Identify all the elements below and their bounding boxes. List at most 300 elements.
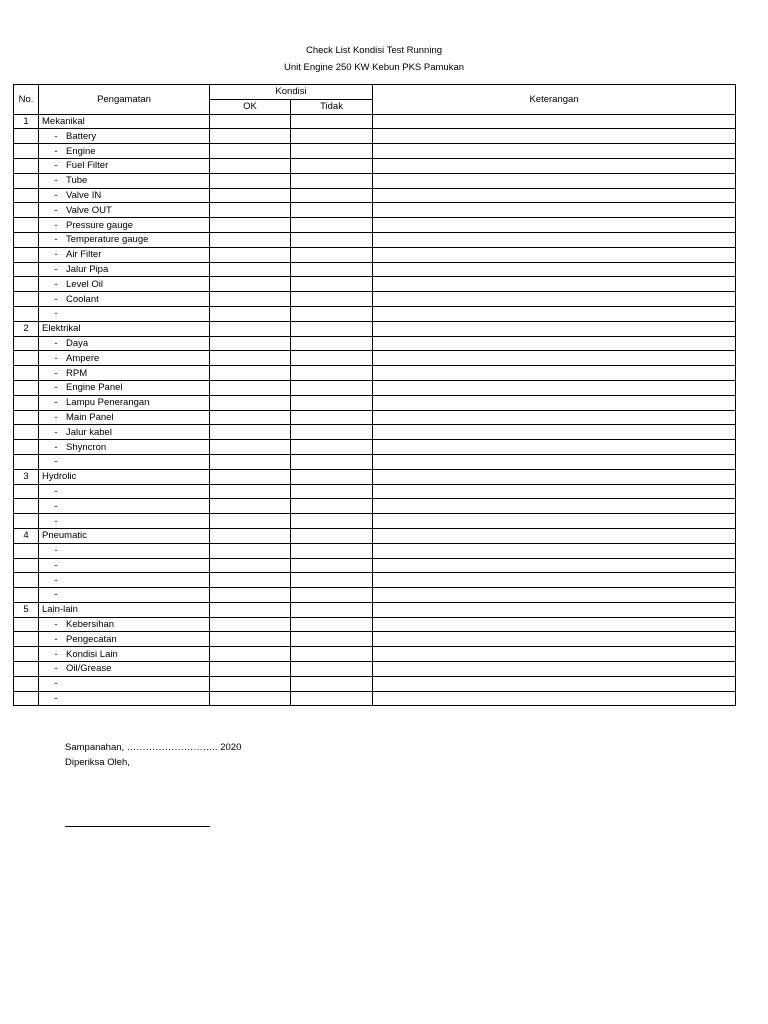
- keterangan-cell[interactable]: [373, 632, 736, 647]
- item-dash: -: [54, 352, 58, 364]
- item-label: Tube: [66, 175, 88, 187]
- observation-cell: [39, 573, 210, 588]
- ok-cell[interactable]: [210, 617, 291, 632]
- table-row: [14, 691, 736, 706]
- tidak-cell[interactable]: [291, 173, 373, 188]
- tidak-cell[interactable]: [291, 262, 373, 277]
- item-dash: -: [54, 441, 58, 453]
- observation-cell: [39, 691, 210, 706]
- table-row: [14, 203, 736, 218]
- tidak-cell[interactable]: [291, 484, 373, 499]
- ok-cell[interactable]: [210, 366, 291, 381]
- keterangan-cell[interactable]: [373, 218, 736, 233]
- table-row: [14, 499, 736, 514]
- section-row: [14, 469, 736, 484]
- observation-cell: [39, 602, 210, 617]
- item-label: Coolant: [66, 293, 99, 305]
- item-dash: -: [54, 589, 58, 601]
- section-label: Pneumatic: [42, 530, 87, 542]
- keterangan-cell[interactable]: [373, 676, 736, 691]
- tidak-cell[interactable]: [291, 129, 373, 144]
- row-number: [14, 632, 39, 647]
- table-row: [14, 277, 736, 292]
- tidak-cell[interactable]: [291, 617, 373, 632]
- ok-cell[interactable]: [210, 647, 291, 662]
- item-dash: -: [54, 130, 58, 142]
- ok-cell[interactable]: [210, 469, 291, 484]
- observation-cell: [39, 218, 210, 233]
- item-dash: -: [54, 426, 58, 438]
- row-number: [14, 484, 39, 499]
- observation-cell: [39, 617, 210, 632]
- row-number: 4: [14, 528, 39, 543]
- item-label: Oil/Grease: [66, 663, 112, 675]
- ok-cell[interactable]: [210, 247, 291, 262]
- signature-line: [65, 826, 210, 827]
- item-dash: -: [54, 204, 58, 216]
- ok-cell[interactable]: [210, 499, 291, 514]
- table-row: [14, 440, 736, 455]
- row-number: [14, 395, 39, 410]
- keterangan-cell[interactable]: [373, 647, 736, 662]
- observation-cell: [39, 144, 210, 159]
- keterangan-cell[interactable]: [373, 262, 736, 277]
- tidak-cell[interactable]: [291, 292, 373, 307]
- row-number: [14, 425, 39, 440]
- observation-cell: [39, 158, 210, 173]
- ok-cell[interactable]: [210, 691, 291, 706]
- ok-cell[interactable]: [210, 676, 291, 691]
- row-number: [14, 662, 39, 677]
- keterangan-cell[interactable]: [373, 203, 736, 218]
- table-row: [14, 632, 736, 647]
- signature-checked-by: Diperiksa Oleh,: [65, 757, 130, 768]
- signature-place-date: Sampanahan, ……………………….. 2020: [65, 742, 242, 753]
- tidak-cell[interactable]: [291, 203, 373, 218]
- observation-cell: [39, 662, 210, 677]
- observation-cell: [39, 632, 210, 647]
- item-dash: -: [54, 500, 58, 512]
- table-row: [14, 336, 736, 351]
- ok-cell[interactable]: [210, 188, 291, 203]
- ok-cell[interactable]: [210, 528, 291, 543]
- item-dash: -: [54, 249, 58, 261]
- observation-cell: [39, 469, 210, 484]
- table-row: [14, 129, 736, 144]
- item-dash: -: [54, 633, 58, 645]
- ok-cell[interactable]: [210, 173, 291, 188]
- tidak-cell[interactable]: [291, 380, 373, 395]
- table-row: [14, 188, 736, 203]
- keterangan-cell[interactable]: [373, 528, 736, 543]
- tidak-cell[interactable]: [291, 691, 373, 706]
- tidak-cell[interactable]: [291, 232, 373, 247]
- ok-cell[interactable]: [210, 454, 291, 469]
- item-label: Ampere: [66, 352, 100, 364]
- item-label: Engine: [66, 145, 96, 157]
- table-row: [14, 588, 736, 603]
- row-number: [14, 158, 39, 173]
- row-number: [14, 203, 39, 218]
- row-number: [14, 218, 39, 233]
- header-keterangan: Keterangan: [373, 85, 736, 115]
- item-label: Temperature gauge: [66, 234, 149, 246]
- tidak-cell[interactable]: [291, 247, 373, 262]
- observation-cell: [39, 336, 210, 351]
- ok-cell[interactable]: [210, 573, 291, 588]
- tidak-cell[interactable]: [291, 366, 373, 381]
- observation-cell: [39, 499, 210, 514]
- keterangan-cell[interactable]: [373, 336, 736, 351]
- observation-cell: [39, 588, 210, 603]
- item-label: Pressure gauge: [66, 219, 134, 231]
- ok-cell[interactable]: [210, 351, 291, 366]
- tidak-cell[interactable]: [291, 336, 373, 351]
- tidak-cell[interactable]: [291, 454, 373, 469]
- row-number: [14, 380, 39, 395]
- row-number: [14, 366, 39, 381]
- keterangan-cell[interactable]: [373, 588, 736, 603]
- item-dash: -: [54, 293, 58, 305]
- keterangan-cell[interactable]: [373, 351, 736, 366]
- keterangan-cell[interactable]: [373, 691, 736, 706]
- ok-cell[interactable]: [210, 425, 291, 440]
- ok-cell[interactable]: [210, 203, 291, 218]
- item-dash: -: [54, 278, 58, 290]
- keterangan-cell[interactable]: [373, 514, 736, 529]
- row-number: [14, 144, 39, 159]
- item-label: Pengecatan: [66, 633, 117, 645]
- section-row: [14, 602, 736, 617]
- tidak-cell[interactable]: [291, 144, 373, 159]
- observation-cell: [39, 247, 210, 262]
- keterangan-cell[interactable]: [373, 543, 736, 558]
- keterangan-cell[interactable]: [373, 410, 736, 425]
- observation-cell: [39, 173, 210, 188]
- item-label: Air Filter: [66, 249, 102, 261]
- ok-cell[interactable]: [210, 602, 291, 617]
- row-number: [14, 588, 39, 603]
- item-dash: -: [54, 145, 58, 157]
- row-number: [14, 499, 39, 514]
- tidak-cell[interactable]: [291, 647, 373, 662]
- item-label: RPM: [66, 367, 88, 379]
- ok-cell[interactable]: [210, 514, 291, 529]
- item-label: Battery: [66, 130, 97, 142]
- row-number: [14, 173, 39, 188]
- item-dash: -: [54, 367, 58, 379]
- item-dash: -: [54, 411, 58, 423]
- ok-cell[interactable]: [210, 218, 291, 233]
- ok-cell[interactable]: [210, 336, 291, 351]
- observation-cell: [39, 558, 210, 573]
- observation-cell: [39, 543, 210, 558]
- ok-cell[interactable]: [210, 232, 291, 247]
- item-dash: -: [54, 397, 58, 409]
- row-number: [14, 676, 39, 691]
- table-row: [14, 144, 736, 159]
- keterangan-cell[interactable]: [373, 247, 736, 262]
- row-number: [14, 691, 39, 706]
- table-row: [14, 514, 736, 529]
- item-dash: -: [54, 559, 58, 571]
- item-dash: -: [54, 663, 58, 675]
- table-row: [14, 647, 736, 662]
- document-title: Check List Kondisi Test Running: [305, 45, 443, 56]
- observation-cell: [39, 676, 210, 691]
- ok-cell[interactable]: [210, 543, 291, 558]
- table-row: [14, 676, 736, 691]
- tidak-cell[interactable]: [291, 440, 373, 455]
- tidak-cell[interactable]: [291, 543, 373, 558]
- observation-cell: [39, 395, 210, 410]
- section-row: [14, 114, 736, 129]
- tidak-cell[interactable]: [291, 395, 373, 410]
- item-label: Main Panel: [66, 411, 114, 423]
- row-number: [14, 410, 39, 425]
- ok-cell[interactable]: [210, 277, 291, 292]
- ok-cell[interactable]: [210, 395, 291, 410]
- header-kondisi: Kondisi: [210, 85, 373, 100]
- section-row: [14, 528, 736, 543]
- tidak-cell[interactable]: [291, 662, 373, 677]
- keterangan-cell[interactable]: [373, 292, 736, 307]
- checklist-table: [13, 84, 736, 706]
- ok-cell[interactable]: [210, 440, 291, 455]
- ok-cell[interactable]: [210, 484, 291, 499]
- tidak-cell[interactable]: [291, 588, 373, 603]
- ok-cell[interactable]: [210, 114, 291, 129]
- observation-cell: [39, 321, 210, 336]
- keterangan-cell[interactable]: [373, 277, 736, 292]
- keterangan-cell[interactable]: [373, 380, 736, 395]
- section-label: Mekanikal: [42, 115, 85, 127]
- section-label: Hydrolic: [42, 471, 77, 483]
- item-dash: -: [54, 574, 58, 586]
- keterangan-cell[interactable]: [373, 454, 736, 469]
- item-label: Valve IN: [66, 189, 102, 201]
- section-label: Elektrikal: [42, 323, 81, 335]
- keterangan-cell[interactable]: [373, 395, 736, 410]
- ok-cell[interactable]: [210, 144, 291, 159]
- item-dash: -: [54, 648, 58, 660]
- observation-cell: [39, 425, 210, 440]
- table-row: [14, 410, 736, 425]
- table-row: [14, 558, 736, 573]
- keterangan-cell[interactable]: [373, 499, 736, 514]
- table-row: [14, 425, 736, 440]
- item-dash: -: [54, 382, 58, 394]
- keterangan-cell[interactable]: [373, 321, 736, 336]
- item-dash: -: [54, 485, 58, 497]
- item-dash: -: [54, 263, 58, 275]
- observation-cell: [39, 647, 210, 662]
- keterangan-cell[interactable]: [373, 306, 736, 321]
- item-dash: -: [54, 189, 58, 201]
- item-dash: -: [54, 693, 58, 705]
- row-number: 3: [14, 469, 39, 484]
- ok-cell[interactable]: [210, 662, 291, 677]
- row-number: 2: [14, 321, 39, 336]
- header-pengamatan: Pengamatan: [39, 85, 210, 115]
- tidak-cell[interactable]: [291, 602, 373, 617]
- table-row: [14, 292, 736, 307]
- observation-cell: [39, 203, 210, 218]
- tidak-cell[interactable]: [291, 632, 373, 647]
- table-row: [14, 158, 736, 173]
- document-subtitle: Unit Engine 250 KW Kebun PKS Pamukan: [283, 62, 465, 73]
- row-number: [14, 543, 39, 558]
- observation-cell: [39, 484, 210, 499]
- tidak-cell[interactable]: [291, 410, 373, 425]
- item-dash: -: [54, 337, 58, 349]
- table-row: [14, 247, 736, 262]
- row-number: [14, 514, 39, 529]
- ok-cell[interactable]: [210, 321, 291, 336]
- keterangan-cell[interactable]: [373, 114, 736, 129]
- keterangan-cell[interactable]: [373, 425, 736, 440]
- tidak-cell[interactable]: [291, 188, 373, 203]
- row-number: [14, 454, 39, 469]
- ok-cell[interactable]: [210, 588, 291, 603]
- keterangan-cell[interactable]: [373, 144, 736, 159]
- table-row: [14, 262, 736, 277]
- row-number: [14, 262, 39, 277]
- keterangan-cell[interactable]: [373, 158, 736, 173]
- observation-cell: [39, 306, 210, 321]
- observation-cell: [39, 410, 210, 425]
- row-number: [14, 558, 39, 573]
- item-label: Fuel Filter: [66, 160, 109, 172]
- keterangan-cell[interactable]: [373, 617, 736, 632]
- observation-cell: [39, 454, 210, 469]
- row-number: [14, 351, 39, 366]
- item-label: Engine Panel: [66, 382, 123, 394]
- tidak-cell[interactable]: [291, 573, 373, 588]
- tidak-cell[interactable]: [291, 351, 373, 366]
- section-label: Lain-lain: [42, 604, 78, 616]
- table-row: [14, 573, 736, 588]
- observation-cell: [39, 129, 210, 144]
- table-row: [14, 173, 736, 188]
- item-label: Level Oil: [66, 278, 103, 290]
- tidak-cell[interactable]: [291, 306, 373, 321]
- observation-cell: [39, 277, 210, 292]
- ok-cell[interactable]: [210, 632, 291, 647]
- item-dash: -: [54, 175, 58, 187]
- tidak-cell[interactable]: [291, 218, 373, 233]
- observation-cell: [39, 351, 210, 366]
- keterangan-cell[interactable]: [373, 469, 736, 484]
- row-number: [14, 277, 39, 292]
- keterangan-cell[interactable]: [373, 366, 736, 381]
- item-label: Shyncron: [66, 441, 107, 453]
- keterangan-cell[interactable]: [373, 188, 736, 203]
- table-row: [14, 617, 736, 632]
- tidak-cell[interactable]: [291, 425, 373, 440]
- tidak-cell[interactable]: [291, 158, 373, 173]
- keterangan-cell[interactable]: [373, 440, 736, 455]
- item-label: Kondisi Lain: [66, 648, 118, 660]
- tidak-cell[interactable]: [291, 469, 373, 484]
- ok-cell[interactable]: [210, 292, 291, 307]
- row-number: [14, 292, 39, 307]
- tidak-cell[interactable]: [291, 277, 373, 292]
- keterangan-cell[interactable]: [373, 662, 736, 677]
- row-number: [14, 573, 39, 588]
- table-row: [14, 232, 736, 247]
- ok-cell[interactable]: [210, 558, 291, 573]
- observation-cell: [39, 366, 210, 381]
- row-number: [14, 647, 39, 662]
- ok-cell[interactable]: [210, 380, 291, 395]
- row-number: [14, 247, 39, 262]
- observation-cell: [39, 262, 210, 277]
- keterangan-cell[interactable]: [373, 558, 736, 573]
- observation-cell: [39, 114, 210, 129]
- header-no: No.: [14, 85, 39, 115]
- keterangan-cell[interactable]: [373, 573, 736, 588]
- ok-cell[interactable]: [210, 158, 291, 173]
- keterangan-cell[interactable]: [373, 129, 736, 144]
- item-dash: -: [54, 234, 58, 246]
- row-number: [14, 440, 39, 455]
- tidak-cell[interactable]: [291, 499, 373, 514]
- keterangan-cell[interactable]: [373, 173, 736, 188]
- row-number: 5: [14, 602, 39, 617]
- tidak-cell[interactable]: [291, 114, 373, 129]
- observation-cell: [39, 292, 210, 307]
- tidak-cell[interactable]: [291, 558, 373, 573]
- keterangan-cell[interactable]: [373, 232, 736, 247]
- table-row: [14, 306, 736, 321]
- table-row: [14, 366, 736, 381]
- item-label: Jalur kabel: [66, 426, 112, 438]
- table-row: [14, 380, 736, 395]
- tidak-cell[interactable]: [291, 676, 373, 691]
- item-dash: -: [54, 515, 58, 527]
- keterangan-cell[interactable]: [373, 602, 736, 617]
- item-label: Valve OUT: [66, 204, 112, 216]
- item-label: Lampu Penerangan: [66, 397, 150, 409]
- ok-cell[interactable]: [210, 129, 291, 144]
- ok-cell[interactable]: [210, 262, 291, 277]
- item-dash: -: [54, 456, 58, 468]
- row-number: 1: [14, 114, 39, 129]
- table-row: [14, 662, 736, 677]
- table-row: [14, 351, 736, 366]
- row-number: [14, 617, 39, 632]
- table-row: [14, 543, 736, 558]
- item-dash: -: [54, 619, 58, 631]
- table-row: [14, 484, 736, 499]
- tidak-cell[interactable]: [291, 321, 373, 336]
- ok-cell[interactable]: [210, 306, 291, 321]
- keterangan-cell[interactable]: [373, 484, 736, 499]
- tidak-cell[interactable]: [291, 514, 373, 529]
- ok-cell[interactable]: [210, 410, 291, 425]
- observation-cell: [39, 514, 210, 529]
- header-ok: OK: [210, 99, 291, 114]
- row-number: [14, 129, 39, 144]
- row-number: [14, 188, 39, 203]
- header-tidak: Tidak: [291, 99, 373, 114]
- observation-cell: [39, 232, 210, 247]
- observation-cell: [39, 440, 210, 455]
- item-dash: -: [54, 545, 58, 557]
- tidak-cell[interactable]: [291, 528, 373, 543]
- item-label: Jalur Pipa: [66, 263, 109, 275]
